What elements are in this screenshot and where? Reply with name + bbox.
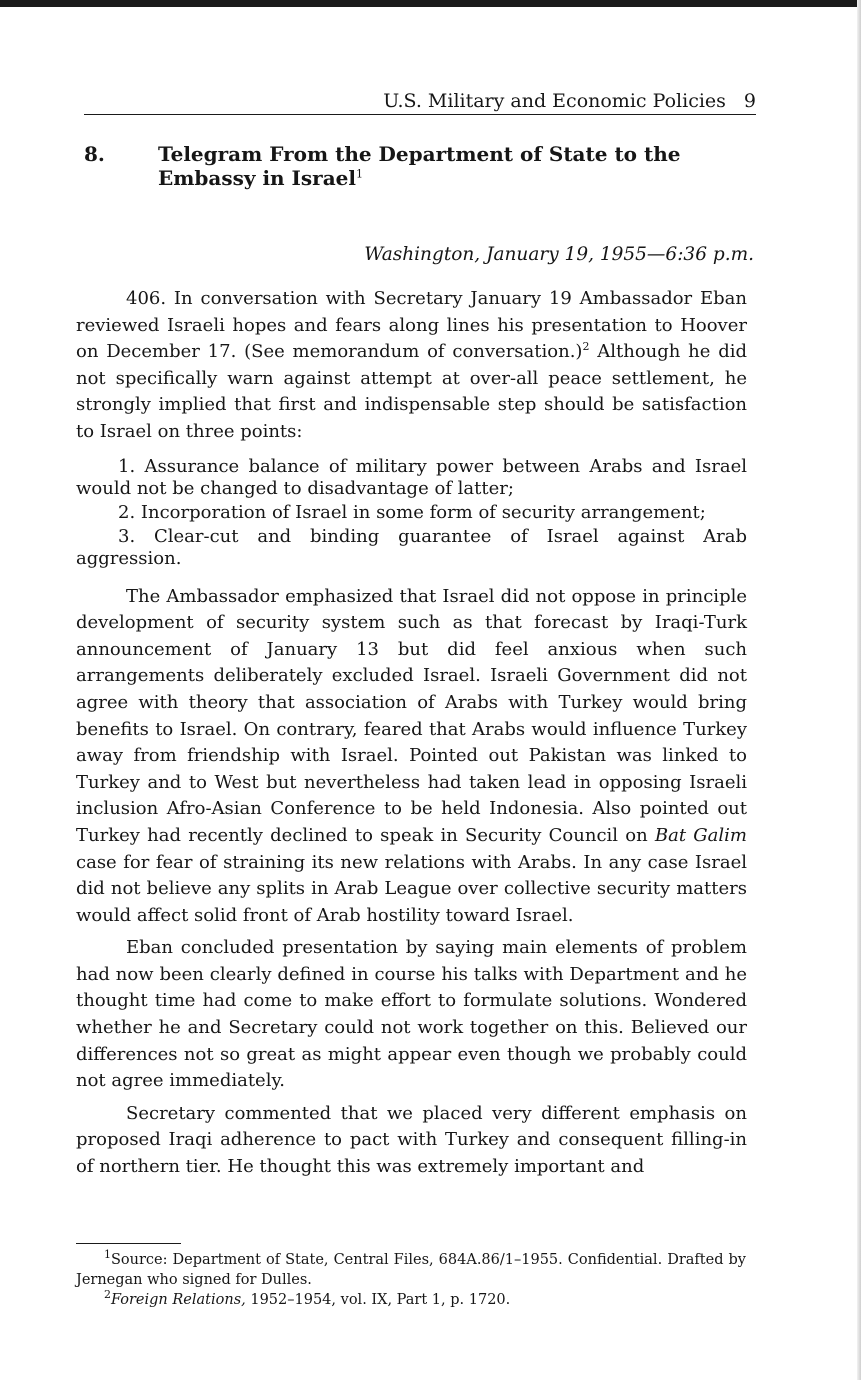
- footnote-2-text: 1952–1954, vol. IX, Part 1, p. 1720.: [245, 1292, 511, 1308]
- footnote-ref-1[interactable]: 1: [356, 167, 363, 181]
- paragraph-1: [76, 286, 747, 446]
- points-list: [76, 456, 747, 570]
- page-top-edge: [0, 0, 861, 7]
- footnotes: [76, 1250, 746, 1310]
- document-title-text: Telegram From the Department of State to the Embassy in Israel: [158, 142, 681, 190]
- footnote-2-italic: Foreign Relations,: [111, 1292, 246, 1308]
- page-number: 9: [743, 90, 756, 112]
- ship-name: Bat Galim: [654, 824, 747, 846]
- document-number: 8.: [84, 142, 105, 166]
- paragraph-2-start: The Ambassador emphasized that Israel did not oppose in principle development of security system such as that forecast by Iraqi-Turk announcement of January 13 but did feel anxious when such arrangements deliberately excluded Israel. Israeli Government did not agree with theory that association of Arabs with Turkey would bring benefits to Israel. On contrary, feared that Arabs would influence Turkey away from friendship with Israel. Pointed out Pakistan was linked to Turkey and to West but nevertheless had taken lead in opposing Israeli inclusion Afro-Asian Conference to be held Indonesia. Also pointed out Turkey had recently declined to speak in Security Council on: [76, 585, 747, 846]
- footnote-2: [76, 1290, 746, 1310]
- running-head-title: U.S. Military and Economic Policies: [383, 90, 726, 112]
- page-right-edge: [857, 0, 861, 1380]
- list-item: 3. Clear-cut and binding guarantee of Israel against Arab aggression.: [76, 525, 747, 569]
- footnote-1-text: Source: Department of State, Central Files, 684A.86/1–1955. Confidential. Drafted by Jernegan who signed for Dulles.: [76, 1252, 746, 1288]
- footnote-1: [76, 1250, 746, 1290]
- running-head: [84, 88, 756, 115]
- footnote-divider: [76, 1243, 181, 1244]
- running-head-text: [383, 90, 756, 112]
- footnote-ref-2[interactable]: 2: [582, 340, 590, 354]
- footnote-1-mark: 1: [104, 1248, 111, 1262]
- footnote-2-mark: 2: [104, 1288, 111, 1302]
- paragraph-3: Eban concluded presentation by saying main elements of problem had now been clearly defined in course his talks with Department and he thought time had come to make effort to formulate solutions. Wondered whether he and Secretary could not work together on this. Believed our differences not so great as might appear even though we probably could not agree immediately.: [76, 937, 747, 1092]
- document-title: [158, 142, 754, 190]
- paragraph-1-end: Although he did not specifically warn against attempt at over-all peace settlement, he strongly implied that first and indispensable step should be satisfaction to Israel on three points:: [76, 341, 748, 442]
- dateline: Washington, January 19, 1955—6:36 p.m.: [364, 244, 754, 265]
- document-body: [76, 286, 747, 1181]
- paragraph-4: Secretary commented that we placed very different emphasis on proposed Iraqi adherence to pact with Turkey and consequent filling-in of northern tier. He thought this was extremely important and: [76, 1102, 747, 1178]
- list-item: 2. Incorporation of Israel in some form of security arrangement;: [118, 501, 706, 523]
- paragraph-2: [76, 584, 747, 930]
- paragraph-1-start: 406. In conversation with Secretary January 19 Ambassador Eban reviewed Israeli hopes and fears along lines his presentation to Hoover on December 17. (See memorandum of conversation.): [76, 288, 747, 363]
- list-item: 1. Assurance balance of military power between Arabs and Israel would not be changed to disadvantage of latter;: [76, 455, 747, 499]
- paragraph-2-end: case for fear of straining its new relations with Arabs. In any case Israel did not believe any splits in Arab League over collective security matters would affect solid front of Arab hostility toward Israel.: [76, 851, 747, 926]
